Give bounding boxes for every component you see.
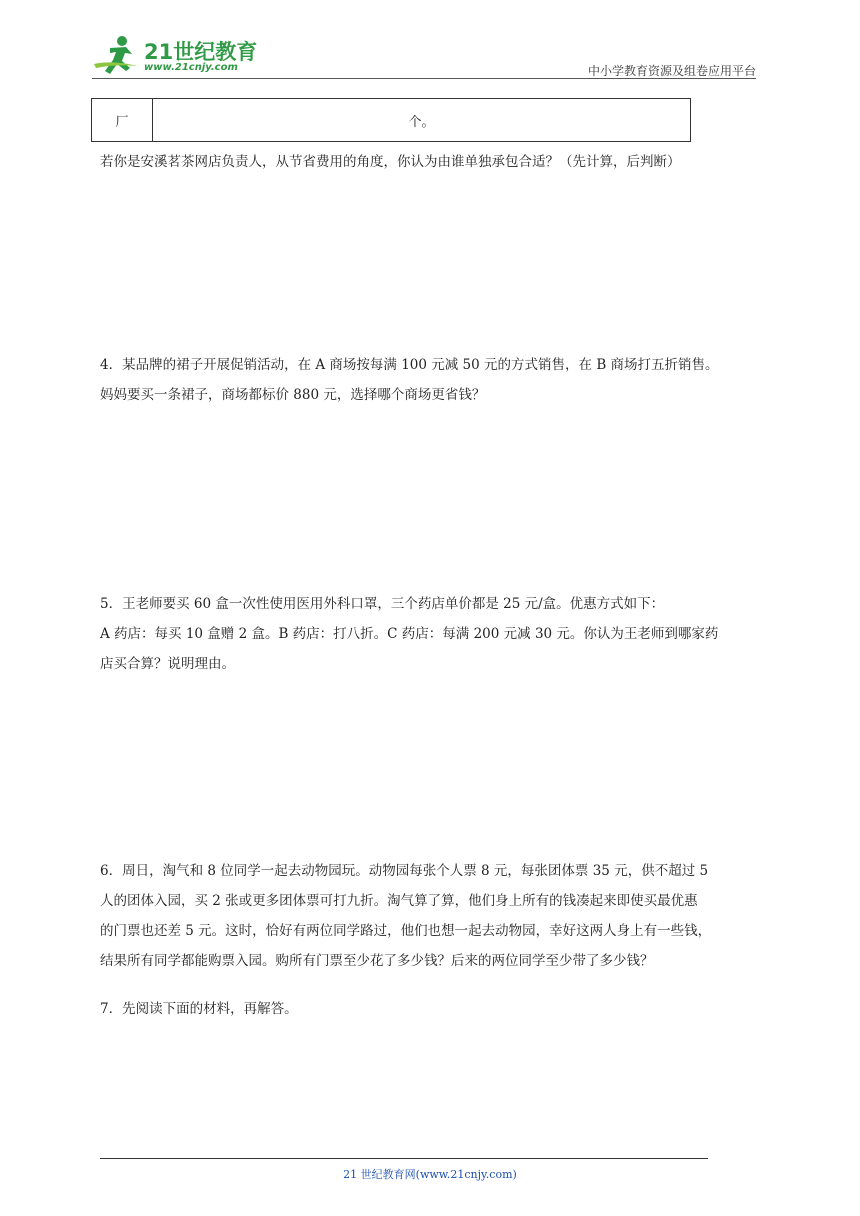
question-5-line: 店买合算？说明理由。 [100,656,235,672]
question-5-line: A 药店：每买 10 盒赠 2 盒。B 药店：打八折。C 药店：每满 200 元减 30 元。你认为王老师到哪家药 [100,626,719,642]
logo-text: 21世纪教育 [144,40,258,64]
table-fragment [91,98,691,142]
footer-divider [100,1158,708,1159]
table-cell-left: 厂 [92,99,153,141]
question-7 [100,994,770,1024]
question-3-tail [100,147,770,177]
header-divider [92,78,756,79]
question-5-line: 5．王老师要买 60 盒一次性使用医用外科口罩，三个药店单价都是 25 元/盒。优惠方式如下： [100,596,665,612]
question-4 [100,350,770,410]
question-6-line: 6．周日，淘气和 8 位同学一起去动物园玩。动物园每张个人票 8 元，每张团体票 35 元，供不超过 5 [100,863,709,879]
runner-logo-icon [92,34,142,78]
logo-url: www.21cnjy.com [144,62,238,73]
question-6 [100,856,770,976]
question-7-text: 7．先阅读下面的材料，再解答。 [100,1001,298,1017]
question-4-line: 妈妈要买一条裙子，商场都标价 880 元，选择哪个商场更省钱？ [100,387,486,403]
footer-link[interactable]: 21 世纪教育网(www.21cnjy.com) [343,1168,517,1181]
question-5 [100,589,770,679]
question-6-line: 的门票也还差 5 元。这时，恰好有两位同学路过，他们也想一起去动物园，幸好这两人身上有一些钱， [100,923,712,939]
header-platform-name: 中小学教育资源及组卷应用平台 [587,64,756,78]
site-logo [92,34,262,78]
table-cell-right: 个。 [408,114,435,130]
question-3-text: 若你是安溪茗茶网店负责人，从节省费用的角度，你认为由谁单独承包合适？（先计算，后判断） [100,154,681,170]
question-6-line: 人的团体入园，买 2 张或更多团体票可打九折。淘气算了算，他们身上所有的钱凑起来即使买最优惠 [100,893,698,909]
question-6-line: 结果所有同学都能购票入园。购所有门票至少花了多少钱？后来的两位同学至少带了多少钱？ [100,953,654,969]
question-4-line: 4．某品牌的裙子开展促销活动，在 A 商场按每满 100 元减 50 元的方式销售，在 B 商场打五折销售。 [100,357,719,373]
